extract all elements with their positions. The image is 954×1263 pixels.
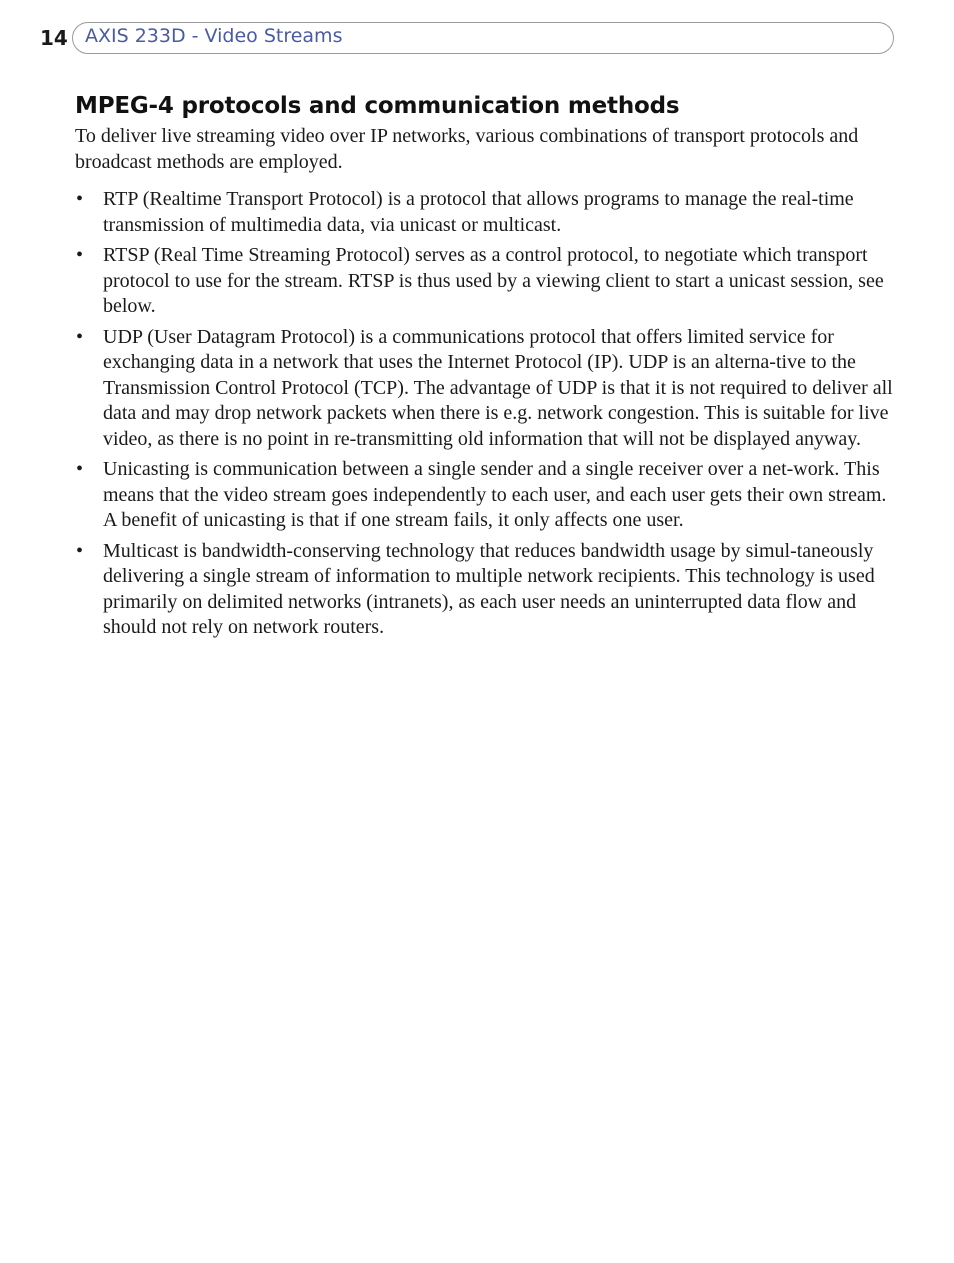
list-item-rtp bbox=[75, 187, 895, 238]
list-item-text: Multicast is bandwidth-conserving technology that reduces bandwidth usage by simul-taneously delivering a single stream of information to multiple network recipients. This technology is used primarily on delimited networks (intranets), as each user needs an uninterrupted data flow and should not rely on network routers. bbox=[103, 539, 875, 638]
list-item-udp bbox=[75, 325, 895, 453]
bullet-dot-icon: • bbox=[76, 458, 84, 480]
list-item-multicast bbox=[75, 539, 895, 641]
list-item-text: Unicasting is communication between a single sender and a single receiver over a net-work. This means that the video stream goes independently to each user, and each user gets their own stream. A benefit of unicasting is that if one stream fails, it only affects one user. bbox=[103, 458, 887, 531]
list-item-rtsp bbox=[75, 243, 895, 320]
page-header bbox=[40, 22, 896, 58]
section-heading: MPEG-4 protocols and communication methods bbox=[75, 93, 680, 119]
bullet-dot-icon: • bbox=[76, 325, 84, 348]
list-item-text: UDP (User Datagram Protocol) is a communications protocol that offers limited service for exchanging data in a network that uses the Internet Protocol (IP). UDP is an alterna-tive to the Transmission Control Protocol (TCP). The advantage of UDP is that it is not required to deliver all data and may drop network packets when there is e.g. network congestion. This is suitable for live video, as there is no point in re-transmitting old information that will not be displayed anyway. bbox=[103, 325, 893, 450]
bullet-dot-icon: • bbox=[76, 539, 84, 562]
list-item-unicasting bbox=[75, 457, 895, 534]
intro-paragraph: To deliver live streaming video over IP networks, various combinations of transport protocols and broadcast methods are employed. bbox=[75, 125, 859, 173]
protocol-list bbox=[75, 187, 895, 641]
document-title: AXIS 233D - Video Streams bbox=[85, 25, 343, 47]
bullet-dot-icon: • bbox=[76, 244, 84, 266]
bullet-dot-icon: • bbox=[76, 188, 84, 210]
header-title-box bbox=[72, 22, 894, 54]
list-item-text: RTP (Realtime Transport Protocol) is a protocol that allows programs to manage the real-time transmission of multimedia data, via unicast or multicast. bbox=[103, 188, 854, 236]
main-content bbox=[75, 90, 895, 646]
list-item-text: RTSP (Real Time Streaming Protocol) serves as a control protocol, to negotiate which transport protocol to use for the stream. RTSP is thus used by a viewing client to start a unicast session, see below. bbox=[103, 244, 884, 317]
page-number: 14 bbox=[40, 26, 68, 50]
